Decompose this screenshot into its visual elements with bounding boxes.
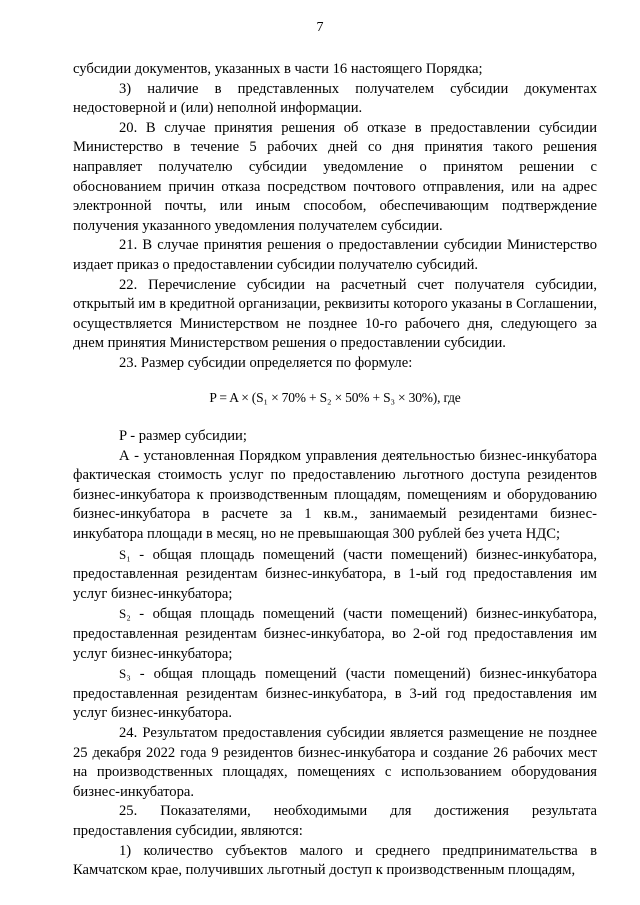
- paragraph-continuation: субсидии документов, указанных в части 16 настоящего Порядка;: [73, 61, 483, 77]
- formula-suffix: , где: [437, 389, 461, 405]
- formula-expression: P = A × (S₁ × 70% + S₂ × 50% + S₃ × 30%): [209, 389, 438, 405]
- definition-s3: [73, 664, 597, 724]
- paragraph-23: 23. Размер субсидии определяется по формуле:: [119, 354, 413, 371]
- definition-a: А - установленная Порядком управления деятельностью бизнес-инкубатора фактическая стоимость услуг по предоставлению льготного доступа резидентов бизнес-инкубатора к производственным площадям, помещениям и оборудованию бизнес-инкубатора в расчете за 1 кв.м., занимаемый резидентами бизнес-инкубатора площади в месяц, но не превышающая 300 рублей без учета НДС;: [73, 447, 597, 543]
- symbol-s2: S₂: [119, 606, 131, 622]
- paragraph-20: 20. В случае принятия решения об отказе в предоставлении субсидии Министерство в течение 5 рабочих дней со дня принятия такого решения направляет получателю субсидии уведомление о принятом решении с обоснованием причин отказа посредством почтового отправления, или на адрес электронной почты, или иным способом, обеспечивающим подтверждение получения указанного уведомления получателем субсидии.: [73, 119, 597, 234]
- definition-s1-text: - общая площадь помещений (части помещений) бизнес-инкубатора, предоставленная резидентам бизнес-инкубатора, в 1-ый год предоставления им услуг бизнес-инкубатора;: [73, 546, 597, 602]
- definition-s1: [73, 545, 597, 605]
- paragraph-24: 24. Результатом предоставления субсидии является размещение не позднее 25 декабря 2022 года 9 резидентов бизнес-инкубатора и создание 26 рабочих мест на производственных площадях, помещениях с использованием оборудования бизнес-инкубатора.: [73, 725, 597, 800]
- list-item-1: 1) количество субъектов малого и среднего предпринимательства в Камчатском крае, получивших льготный доступ к производственным площадям,: [73, 842, 597, 879]
- subsidy-formula: [73, 388, 597, 408]
- paragraph-25: 25. Показателями, необходимыми для достижения результата предоставления субсидии, являются:: [73, 803, 597, 839]
- list-item-3: 3) наличие в представленных получателем субсидии документах недостоверной и (или) неполной информации.: [73, 80, 597, 117]
- definition-p: P - размер субсидии;: [119, 428, 247, 445]
- definition-s2-text: - общая площадь помещений (части помещений) бизнес-инкубатора, предоставленная резидентам бизнес-инкубатора, во 2-ой год предоставления им услуг бизнес-инкубатора;: [73, 606, 597, 662]
- definition-s2: [73, 604, 597, 664]
- paragraph-22: 22. Перечисление субсидии на расчетный счет получателя субсидии, открытый им в кредитной организации, реквизиты которого указаны в Соглашении, осуществляется Министерством не позднее 10-го рабочего дня, следующего за днем принятия Министерством решения о предоставлении субсидии.: [73, 276, 597, 352]
- definition-s3-text: - общая площадь помещений (части помещений) бизнес-инкубатора предоставленная резидентам бизнес-инкубатора, в 3-ий год предоставления им услуг бизнес-инкубатора.: [73, 666, 597, 722]
- page-number: 7: [316, 20, 324, 35]
- symbol-s1: S₁: [119, 546, 131, 562]
- symbol-s3: S₃: [119, 666, 131, 682]
- paragraph-21: 21. В случае принятия решения о предоставлении субсидии Министерство издает приказ о предоставлении субсидии получателю субсидий.: [73, 237, 597, 273]
- document-body: [73, 60, 597, 881]
